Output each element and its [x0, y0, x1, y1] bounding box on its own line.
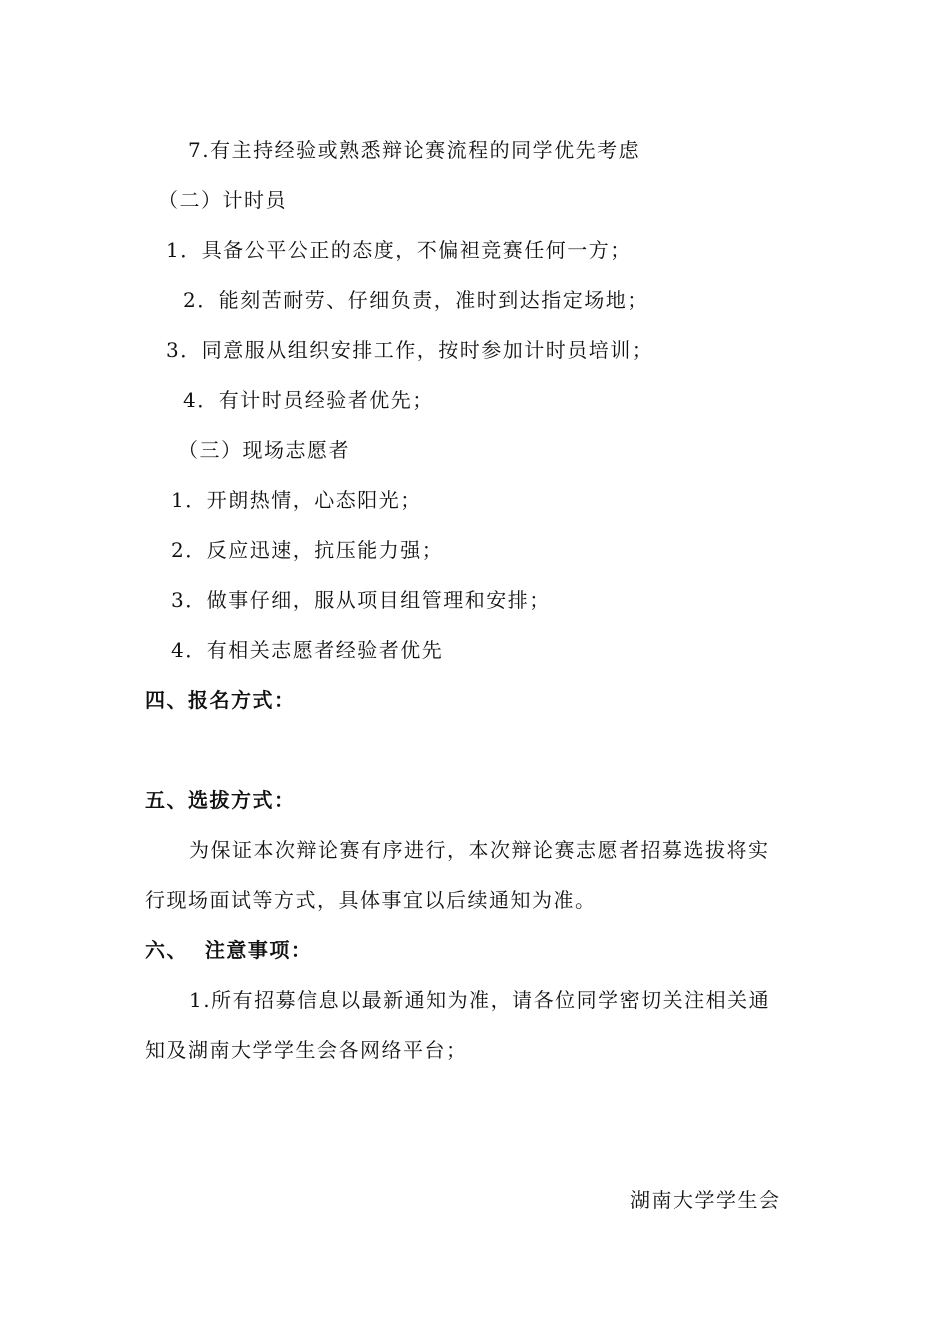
notes-paragraph-line-1: 1.所有招募信息以最新通知为准，请各位同学密切关注相关通	[189, 988, 771, 1012]
signature-organization: 湖南大学学生会	[630, 1188, 781, 1212]
requirement-item-7: 7.有主持经验或熟悉辩论赛流程的同学优先考虑	[188, 138, 641, 162]
section-heading-notes: 六、 注意事项：	[145, 938, 313, 962]
volunteer-item-2: 2．反应迅速，抗压能力强；	[171, 538, 444, 562]
volunteer-item-1: 1．开朗热情，心态阳光；	[171, 488, 422, 512]
volunteer-item-4: 4．有相关志愿者经验者优先	[171, 638, 444, 662]
section-heading-timekeeper: （二）计时员	[158, 188, 287, 212]
timekeeper-item-4: 4．有计时员经验者优先；	[183, 388, 434, 412]
selection-paragraph-line-1: 为保证本次辩论赛有序进行，本次辩论赛志愿者招募选拔将实	[189, 838, 770, 862]
volunteer-item-3: 3．做事仔细，服从项目组管理和安排；	[171, 588, 551, 612]
section-heading-volunteer: （三）现场志愿者	[178, 438, 350, 462]
selection-paragraph-line-2: 行现场面试等方式，具体事宜以后续通知为准。	[145, 888, 597, 912]
timekeeper-item-2: 2．能刻苦耐劳、仔细负责，准时到达指定场地；	[183, 288, 649, 312]
timekeeper-item-3: 3．同意服从组织安排工作，按时参加计时员培训；	[166, 338, 654, 362]
section-heading-selection: 五、选拔方式：	[145, 788, 296, 812]
notes-paragraph-line-2: 知及湖南大学学生会各网络平台；	[145, 1038, 468, 1062]
section-heading-registration: 四、报名方式：	[145, 688, 296, 712]
timekeeper-item-1: 1．具备公平公正的态度，不偏袒竞赛任何一方；	[166, 238, 632, 262]
